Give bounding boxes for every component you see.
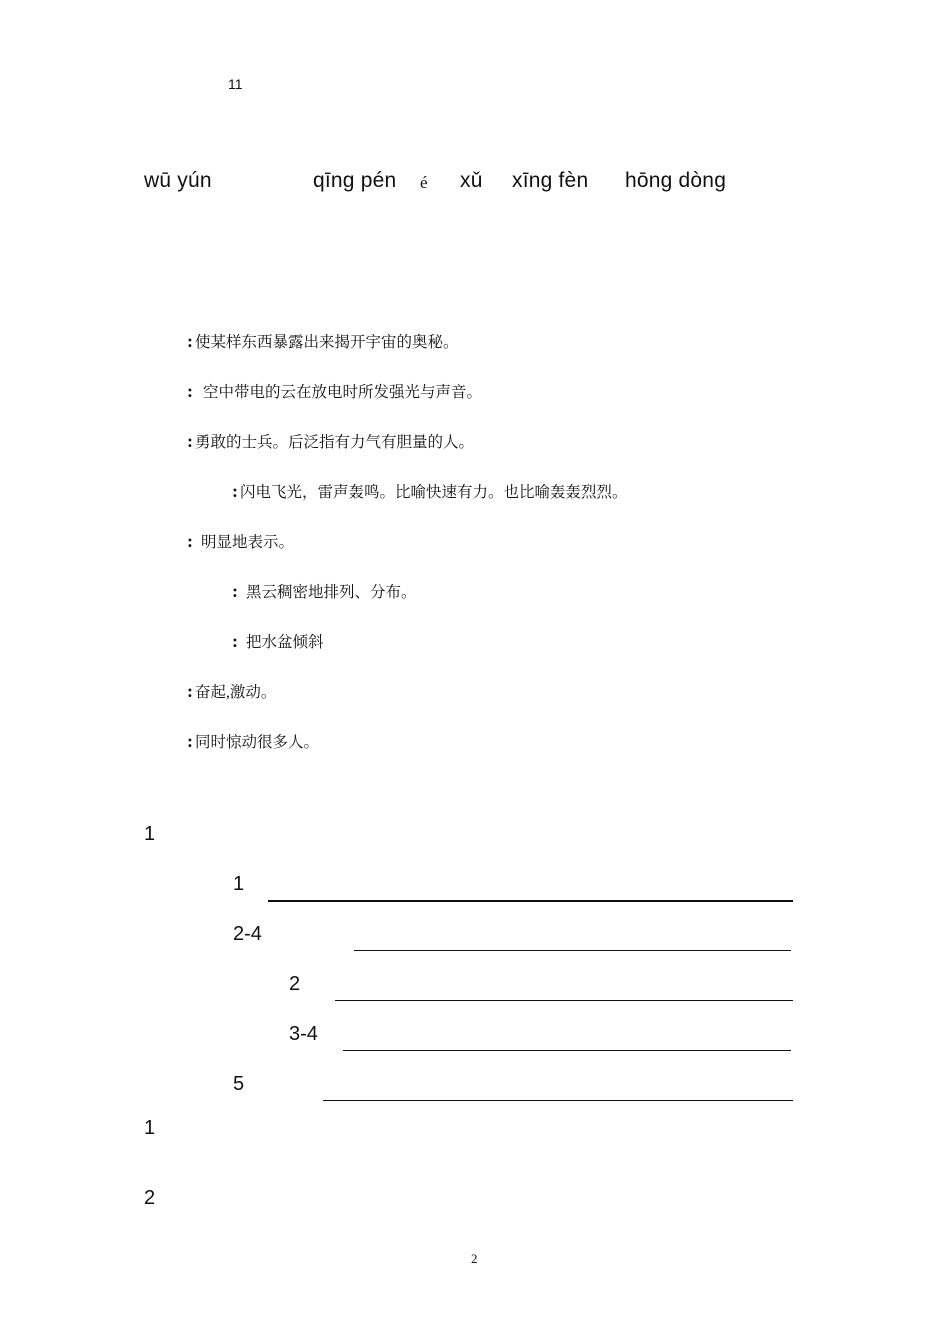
answer-line[interactable] <box>343 1050 791 1051</box>
definition-item <box>187 430 474 452</box>
outline-label: 2 <box>289 973 301 995</box>
question-number: 1 <box>144 1117 156 1139</box>
definition-item <box>232 480 628 502</box>
definition-item <box>232 580 417 602</box>
definition-item <box>232 630 324 652</box>
definition-text: 勇敢的士兵。后泛指有力气有胆量的人。 <box>195 434 475 451</box>
definition-colon: : <box>187 681 193 701</box>
answer-line[interactable] <box>354 950 791 951</box>
answer-line[interactable] <box>323 1100 793 1101</box>
definition-colon: : <box>187 431 193 451</box>
definition-item <box>187 730 319 752</box>
answer-line[interactable] <box>268 900 793 902</box>
definition-text: 黑云稠密地排列、分布。 <box>246 584 417 601</box>
definition-item <box>187 380 482 402</box>
definition-colon: : <box>232 631 238 651</box>
definition-colon: : <box>187 531 193 551</box>
outline-label: 1 <box>233 873 245 895</box>
page-number: 2 <box>471 1251 478 1266</box>
definition-item <box>187 680 276 702</box>
definition-colon: : <box>187 331 193 351</box>
definition-text: 闪电飞光，雷声轰鸣。比喻快速有力。也比喻轰轰烈烈。 <box>240 484 628 501</box>
pinyin-xingfen: xīng fèn <box>512 169 589 192</box>
definition-item <box>187 530 294 552</box>
section-number: 1 <box>144 823 156 845</box>
definition-text: 空中带电的云在放电时所发强光与声音。 <box>203 384 483 401</box>
pinyin-xu: xǔ <box>460 169 483 192</box>
pinyin-e: é <box>420 173 428 192</box>
outline-label: 3-4 <box>289 1023 318 1045</box>
definition-colon: : <box>187 381 193 401</box>
outline-label: 5 <box>233 1073 245 1095</box>
definition-text: 把水盆倾斜 <box>246 634 324 651</box>
definition-item <box>187 330 459 352</box>
definition-colon: : <box>232 581 238 601</box>
definition-colon: : <box>232 481 238 501</box>
definition-text: 同时惊动很多人。 <box>195 734 320 751</box>
definition-colon: : <box>187 731 193 751</box>
pinyin-qingpen: qīng pén <box>313 169 397 192</box>
question-number: 2 <box>144 1187 156 1209</box>
definition-text: 明显地表示。 <box>201 534 295 551</box>
lesson-number: 11 <box>228 76 243 92</box>
definition-text: 奋起,激动。 <box>195 684 277 701</box>
definition-text: 使某样东西暴露出来揭开宇宙的奥秘。 <box>195 334 459 351</box>
pinyin-wuyun: wū yún <box>144 169 212 192</box>
pinyin-hongdong: hōng dòng <box>625 169 727 192</box>
answer-line[interactable] <box>335 1000 793 1001</box>
outline-label: 2-4 <box>233 923 262 945</box>
